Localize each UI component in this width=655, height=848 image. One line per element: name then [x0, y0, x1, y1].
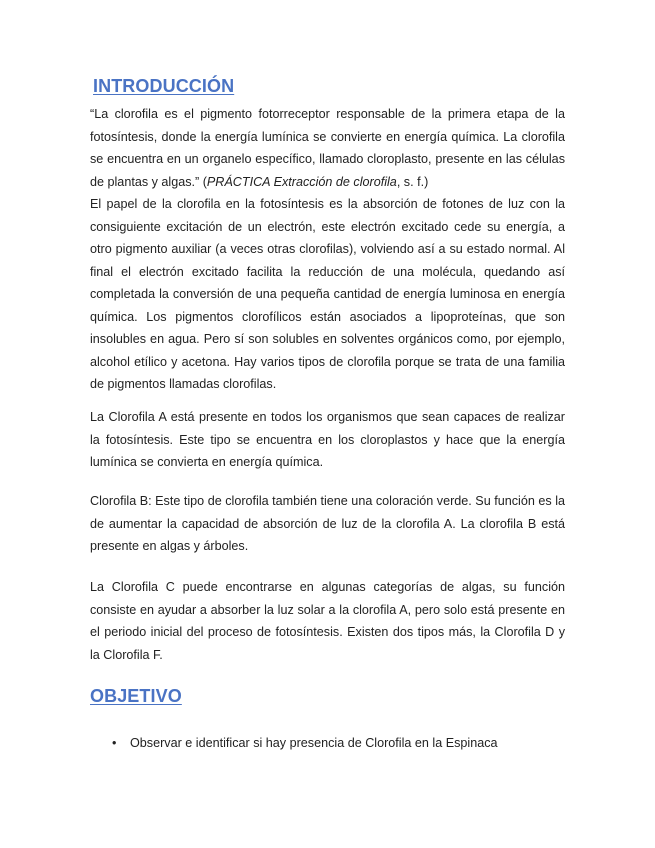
paragraph-clorofila-c	[90, 576, 565, 666]
paragraph-clorofila-a-text: La Clorofila A está presente en todos los organismos que sean capaces de realizar la fotosíntesis. Este tipo se encuentra en los cloroplastos y hace que la energía lumínica se convierta en energía química.	[90, 410, 565, 469]
section-heading-objetivo: OBJETIVO	[90, 686, 182, 706]
paragraph-clorofila-c-text: La Clorofila C puede encontrarse en algunas categorías de algas, su función consiste en ayudar a absorber la luz solar a la clorofila A, pero solo está presente en el periodo inicial del proceso de fotosíntesis. Existen dos tipos más, la Clorofila D y la Clorofila F.	[90, 580, 565, 662]
paragraph-clorofila-b	[90, 490, 565, 558]
paragraph-clorofila-b-text: Clorofila B: Este tipo de clorofila también tiene una coloración verde. Su función es la de aumentar la capacidad de absorción de luz de la clorofila A. La clorofila B está presente en algas y árboles.	[90, 494, 565, 553]
list-item	[112, 732, 498, 755]
intro-quote-source: PRÁCTICA Extracción de clorofila	[206, 174, 397, 189]
intro-paragraph-role: El papel de la clorofila en la fotosíntesis es la absorción de fotones de luz con la consiguiente excitación de un electrón, este electrón excitado cede su energía, a otro pigmento auxiliar (a veces otras clorofilas), volviendo así a su estado normal. Al final el electrón excitado facilita la reducción de una molécula, quedando así completada la conversión de una pequeña cantidad de energía luminosa en energía química. Los pigmentos clorofílicos están asociados a lipoproteínas, que son insolubles en agua. Pero sí son solubles en solventes orgánicos como, por ejemplo, alcohol etílico y acetona. Hay varios tipos de clorofila porque se trata de una familia de pigmentos llamadas clorofilas.	[90, 197, 565, 391]
objetivo-list	[112, 732, 498, 755]
intro-quote-paragraph	[90, 103, 565, 193]
section-heading-introduccion: INTRODUCCIÓN	[93, 76, 235, 96]
list-item-text: Observar e identificar si hay presencia de Clorofila en la Espinaca	[130, 736, 498, 750]
intro-quote-text: “La clorofila es el pigmento fotorreceptor responsable de la primera etapa de la fotosíntesis, donde la energía lumínica se convierte en energía química. La clorofila se encuentra en un organelo específico, llamado cloroplasto, presente en las células de plantas y algas.” (	[90, 107, 565, 189]
intro-quote-end: , s. f.)	[396, 174, 429, 189]
paragraph-clorofila-a	[90, 406, 565, 474]
intro-text-block	[90, 103, 565, 396]
bullet-icon: •	[112, 736, 117, 750]
